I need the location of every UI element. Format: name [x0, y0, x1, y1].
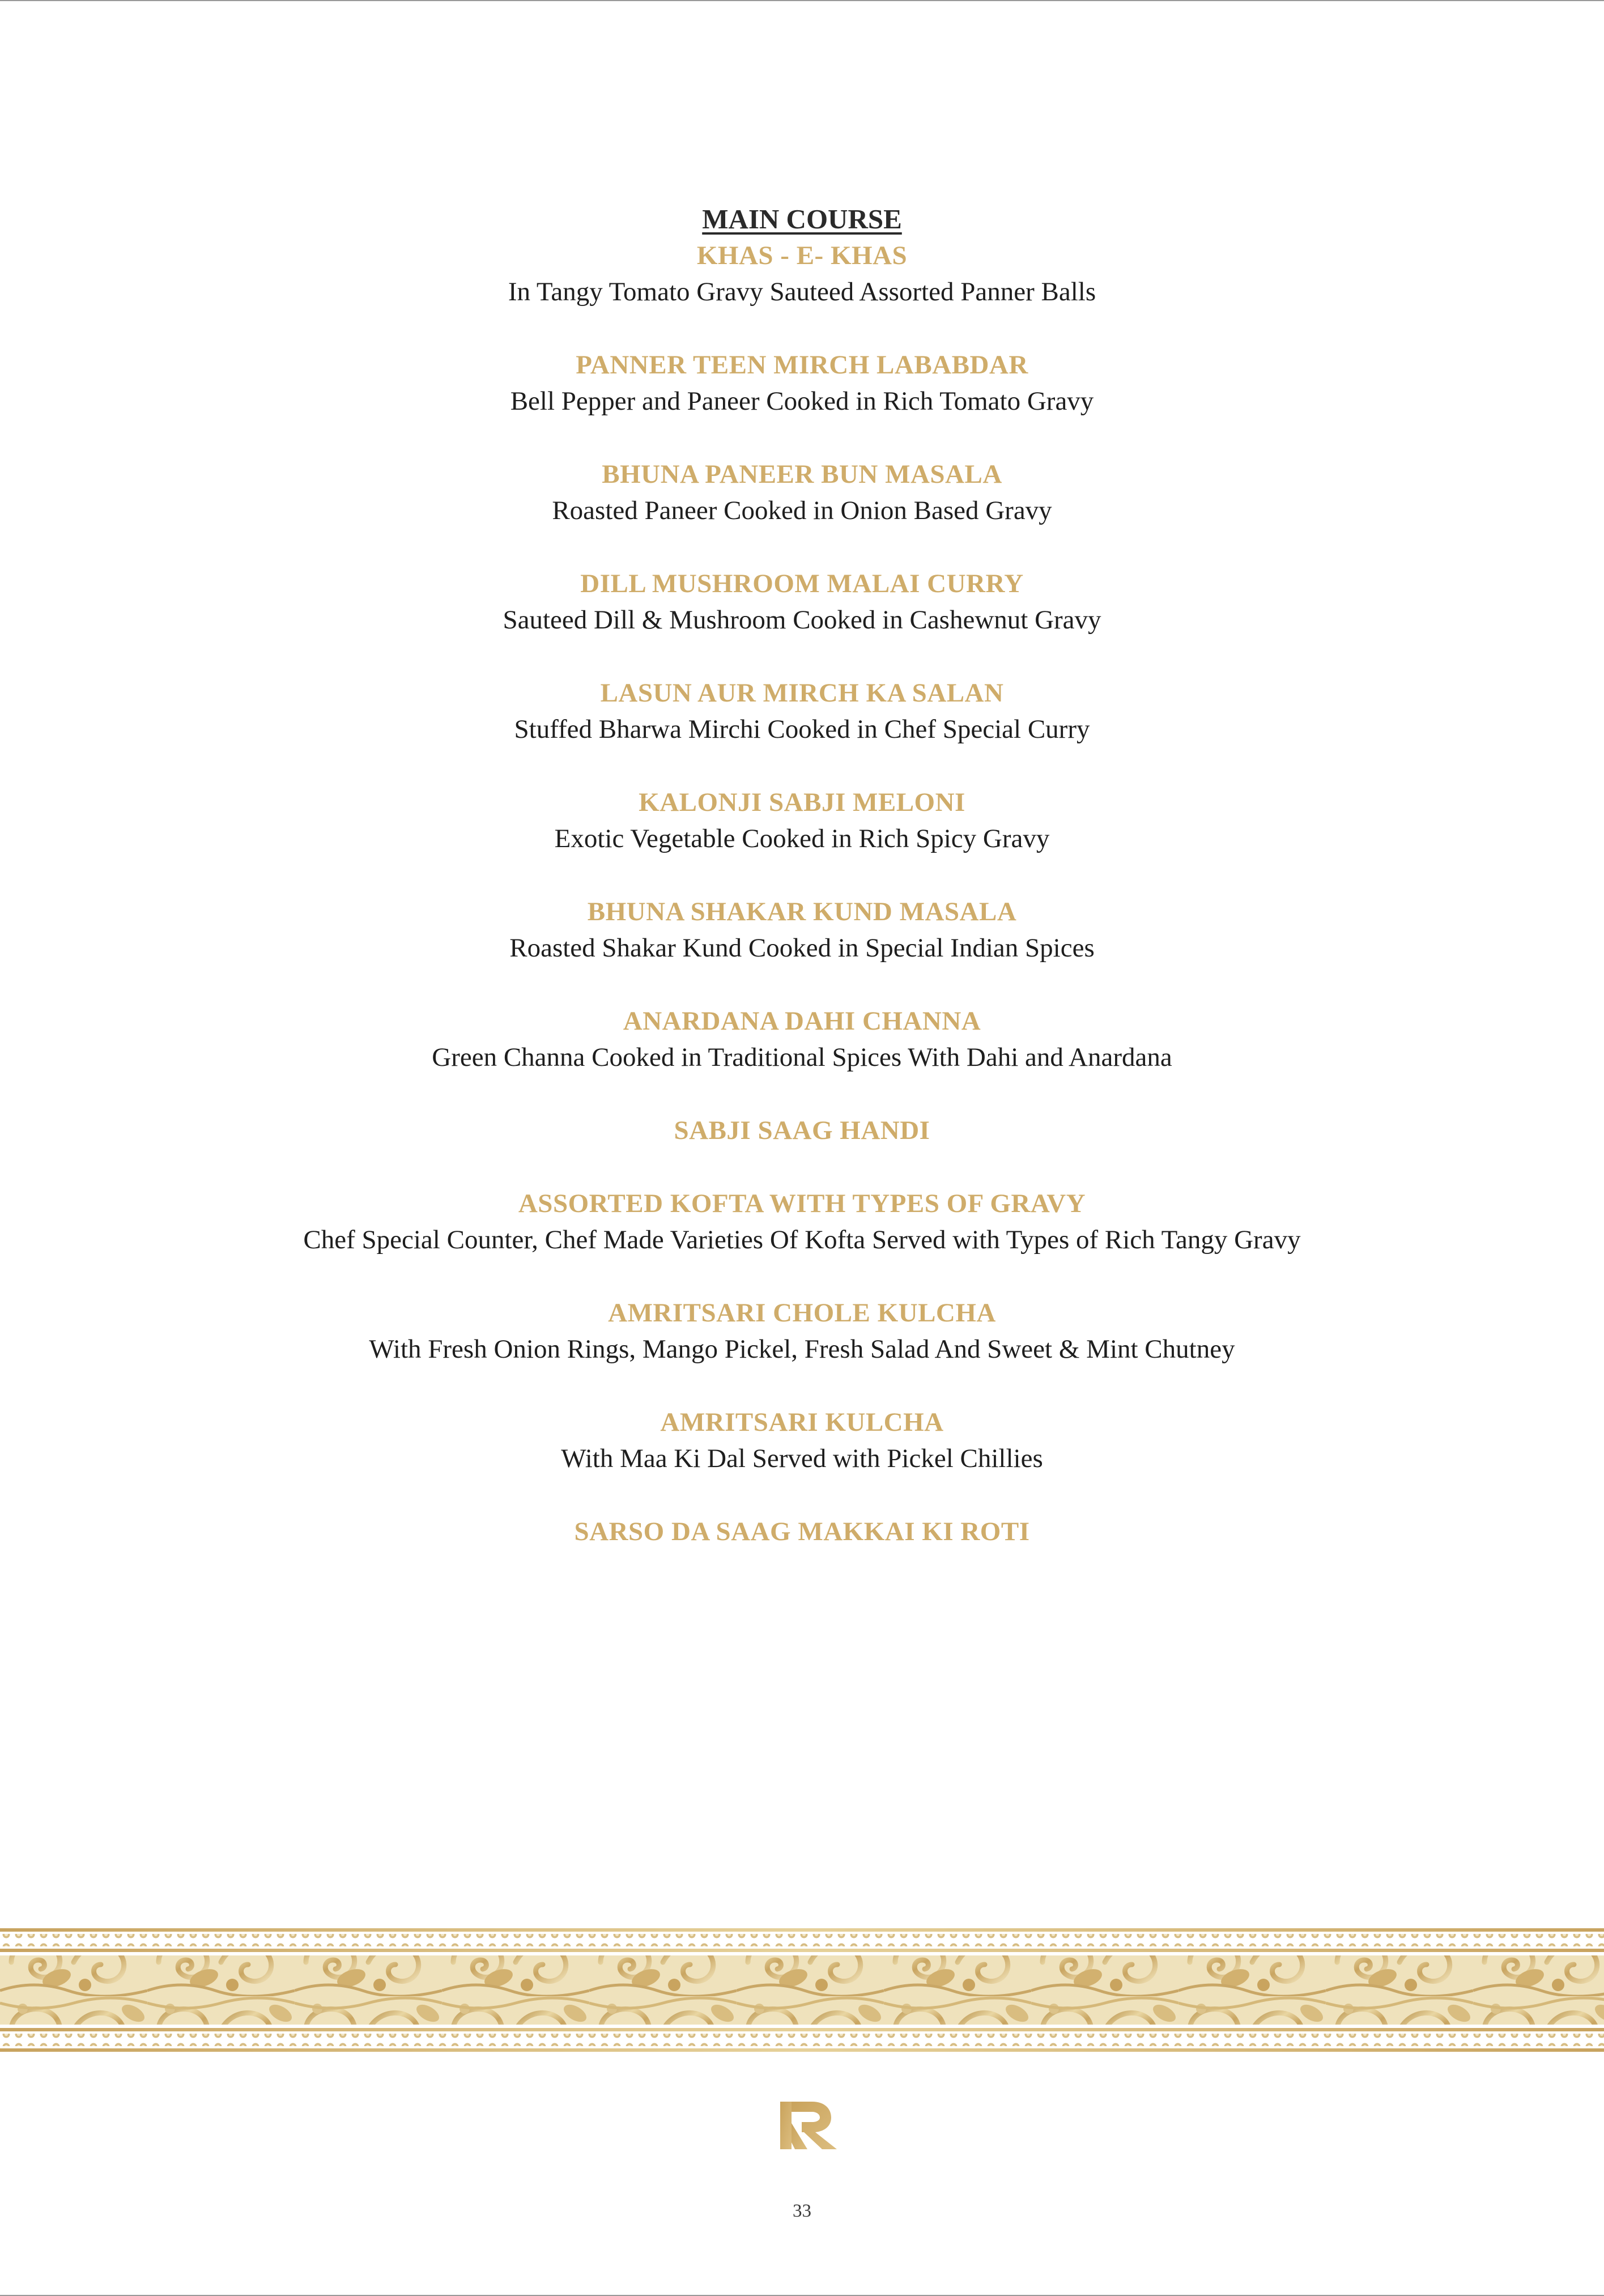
menu-item [0, 566, 1604, 638]
section-title: MAIN COURSE [702, 203, 902, 235]
menu-item [0, 1404, 1604, 1477]
page-number: 33 [793, 2201, 811, 2221]
ornamental-border-icon [0, 1928, 1604, 2052]
dish-name: DILL MUSHROOM MALAI CURRY [580, 569, 1024, 598]
menu-item [0, 1112, 1604, 1149]
menu-item [0, 1295, 1604, 1367]
menu-item [0, 894, 1604, 966]
dish-name: KHAS - E- KHAS [696, 241, 908, 270]
menu-item [0, 347, 1604, 419]
dish-name: KALONJI SABJI MELONI [639, 788, 965, 817]
dish-name: PANNER TEEN MIRCH LABABDAR [576, 350, 1028, 380]
menu-item [0, 675, 1604, 747]
dish-description: With Fresh Onion Rings, Mango Pickel, Fresh Salad And Sweet & Mint Chutney [369, 1334, 1235, 1364]
dish-name: ANARDANA DAHI CHANNA [623, 1006, 981, 1036]
dish-description: In Tangy Tomato Gravy Sauteed Assorted Panner Balls [508, 277, 1096, 307]
kr-logo-icon [779, 2099, 839, 2152]
menu-item [0, 1003, 1604, 1075]
dish-description: Stuffed Bharwa Mirchi Cooked in Chef Special Curry [514, 715, 1090, 744]
dish-name: BHUNA SHAKAR KUND MASALA [587, 897, 1017, 926]
dish-name: ASSORTED KOFTA WITH TYPES OF GRAVY [518, 1189, 1086, 1218]
dish-description: Roasted Paneer Cooked in Onion Based Gravy [552, 496, 1052, 525]
dish-description: Sauteed Dill & Mushroom Cooked in Cashewnut Gravy [503, 605, 1101, 635]
dish-name: BHUNA PANEER BUN MASALA [602, 460, 1002, 489]
dish-name: SABJI SAAG HANDI [674, 1116, 930, 1145]
menu-item [0, 1185, 1604, 1258]
dish-description: Chef Special Counter, Chef Made Varieties Of Kofta Served with Types of Rich Tangy Gravy [303, 1225, 1301, 1255]
page-top-rule [0, 0, 1604, 1]
dish-description: With Maa Ki Dal Served with Pickel Chillies [561, 1444, 1043, 1473]
menu-item [0, 456, 1604, 529]
dish-name: SARSO DA SAAG MAKKAI KI ROTI [574, 1517, 1030, 1546]
dish-name: LASUN AUR MIRCH KA SALAN [600, 678, 1004, 708]
menu-content [0, 201, 1604, 1550]
menu-item [0, 237, 1604, 310]
dish-description: Green Channa Cooked in Traditional Spices With Dahi and Anardana [432, 1043, 1172, 1072]
dish-name: AMRITSARI KULCHA [660, 1408, 944, 1437]
menu-item [0, 1513, 1604, 1550]
menu-item [0, 784, 1604, 857]
dish-description: Bell Pepper and Paneer Cooked in Rich Tomato Gravy [510, 386, 1094, 416]
dish-name: AMRITSARI CHOLE KULCHA [608, 1298, 996, 1328]
dish-description: Exotic Vegetable Cooked in Rich Spicy Gravy [554, 824, 1050, 853]
dish-description: Roasted Shakar Kund Cooked in Special Indian Spices [509, 933, 1095, 963]
